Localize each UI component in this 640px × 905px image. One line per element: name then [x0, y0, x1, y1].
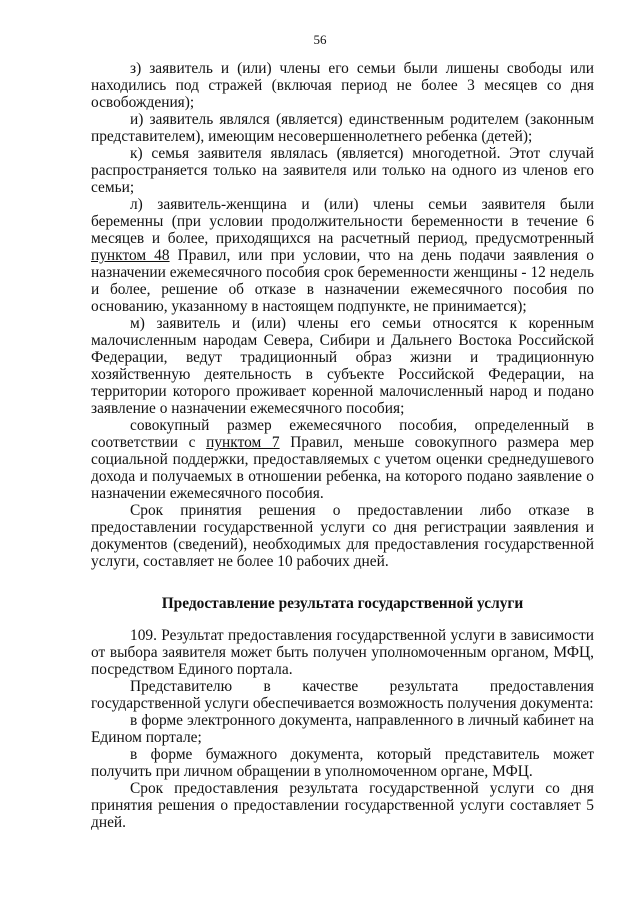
item-z: з) заявитель и (или) члены его семьи были лишены свободы или находились под стражей (включая период не более 3 месяцев со дня освобождения); — [91, 60, 594, 111]
item-total-size-after: Правил, меньше совокупного размера мер социальной поддержки, предоставляемых с учетом оценки среднедушевого дохода и получаемых в отношении ребенка, на которого подано заявление о назначении ежемесячного пособия. — [91, 434, 594, 502]
item-l-text-after: Правил, или при условии, что на день подачи заявления о назначении ежемесячного пособия срок беременности женщины - 12 недель и более, решение об отказе в назначении ежемесячного пособия по основанию, указанному в настоящем подпункте, не принимается); — [91, 247, 594, 315]
section-heading: Предоставление результата государственной услуги — [161, 595, 524, 612]
page-number: 56 — [313, 32, 327, 47]
paragraph-representative: Представителю в качестве результата предоставления государственной услуги обеспечивается возможность получения документа: — [91, 678, 594, 712]
item-m: м) заявитель и (или) члены его семьи относятся к коренным малочисленным народам Севера, Сибири и Дальнего Востока Российской Федерации, ведут традиционный образ жизни и традиционную хозяйственную деятельность в субъекте Российской Федерации, на территории которого проживает коренной малочисленный народ и подано заявление о назначении ежемесячного пособия; — [91, 315, 594, 417]
paragraph-paper-form: в форме бумажного документа, который представитель может получить при личном обращении в уполномоченном органе, МФЦ. — [91, 746, 594, 780]
paragraph-electronic-form: в форме электронного документа, направленного в личный кабинет на Едином портале; — [91, 712, 594, 746]
decision-term-paragraph: Срок принятия решения о предоставлении либо отказе в предоставлении государственной услуги со дня регистрации заявления и документов (сведений), необходимых для предоставления государственной услуги, составляет не более 10 рабочих дней. — [91, 502, 594, 570]
item-l-text-before: л) заявитель-женщина и (или) члены семьи заявителя были беременны (при условии продолжительности беременности в течение 6 месяцев и более, приходящихся на расчетный период, предусмотренный — [91, 196, 594, 247]
item-total-size — [91, 417, 594, 502]
item-k: к) семья заявителя являлась (является) многодетной. Этот случай распространяется только на заявителя или только на одного из членов его семьи; — [91, 145, 594, 196]
item-l — [91, 196, 594, 315]
link-punkt-48[interactable]: пунктом 48 — [91, 247, 170, 264]
document-body — [91, 60, 594, 831]
paragraph-result-term: Срок предоставления результата государственной услуги со дня принятия решения о предоставлении государственной услуги составляет 5 дней. — [91, 780, 594, 831]
link-punkt-7[interactable]: пунктом 7 — [206, 434, 280, 451]
item-total-size-before: совокупный размер ежемесячного пособия, определенный в соответствии с — [91, 417, 594, 451]
item-i: и) заявитель являлся (является) единственным родителем (законным представителем), имеющим несовершеннолетнего ребенка (детей); — [91, 111, 594, 145]
paragraph-109: 109. Результат предоставления государственной услуги в зависимости от выбора заявителя может быть получен уполномоченным органом, МФЦ, посредством Единого портала. — [91, 627, 594, 678]
